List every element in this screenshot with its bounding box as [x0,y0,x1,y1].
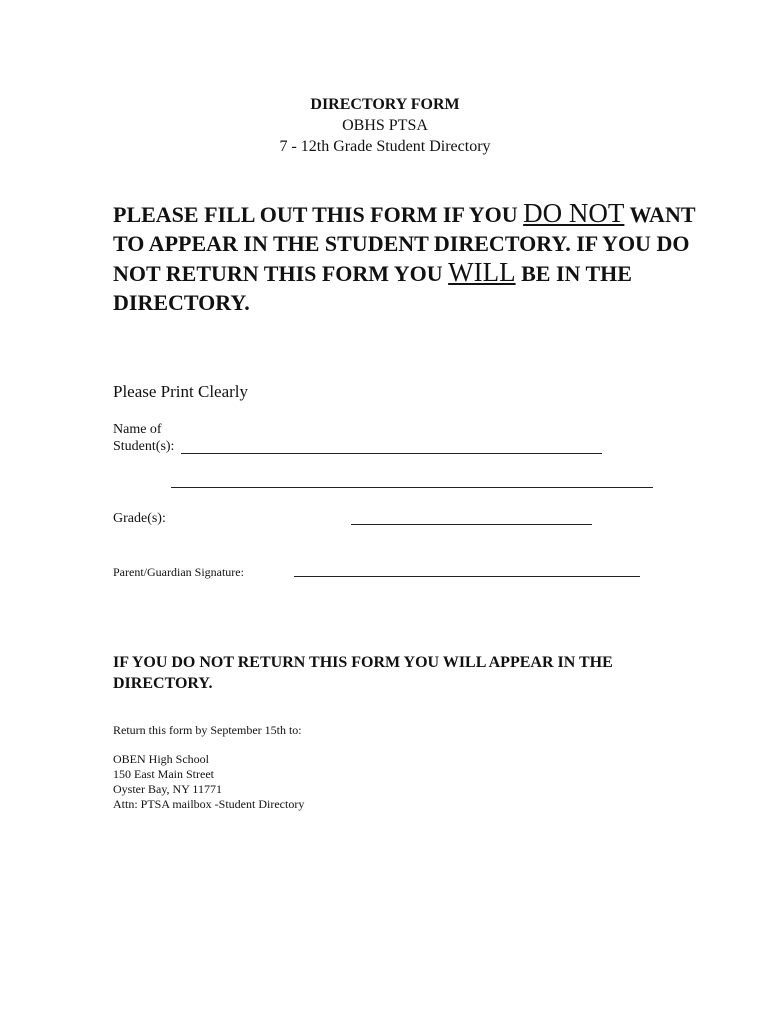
student-name-label-line1: Name of [113,422,162,437]
address-line-attn: Attn: PTSA mailbox -Student Directory [113,797,305,811]
form-subtitle: 7 - 12th Grade Student Directory [279,138,491,155]
signature-field-line[interactable] [294,576,640,577]
address-line-city: Oyster Bay, NY 11771 [113,782,222,796]
notice-text-part3: BE IN THE DIRECTORY. [113,261,632,315]
address-line-school: OBEN High School [113,752,209,766]
return-warning-notice: IF YOU DO NOT RETURN THIS FORM YOU WILL APPEAR IN THE DIRECTORY. [113,654,613,692]
notice-text-part1: PLEASE FILL OUT THIS FORM IF YOU [113,202,524,227]
print-clearly-instruction: Please Print Clearly [113,382,249,401]
opt-out-notice [113,199,713,317]
grade-label: Grade(s): [113,511,166,526]
organization-name: OBHS PTSA [342,117,428,134]
notice-emphasis-will: WILL [448,257,516,287]
return-address [113,752,304,812]
notice-text-part2: WANT TO APPEAR IN THE STUDENT DIRECTORY. IF YOU DO NOT RETURN THIS FORM YOU [113,202,696,286]
student-name-field-line2[interactable] [171,487,653,488]
student-name-field-line1[interactable] [181,453,602,454]
signature-label: Parent/Guardian Signature: [113,565,244,579]
return-deadline-label: Return this form by September 15th to: [113,723,302,737]
form-header [0,94,770,157]
grade-field-line[interactable] [351,524,592,525]
address-line-street: 150 East Main Street [113,767,214,781]
student-name-label-line2: Student(s): [113,439,175,454]
form-title: DIRECTORY FORM [310,96,460,113]
notice-emphasis-do-not: DO NOT [523,198,625,228]
student-name-label [113,421,174,455]
